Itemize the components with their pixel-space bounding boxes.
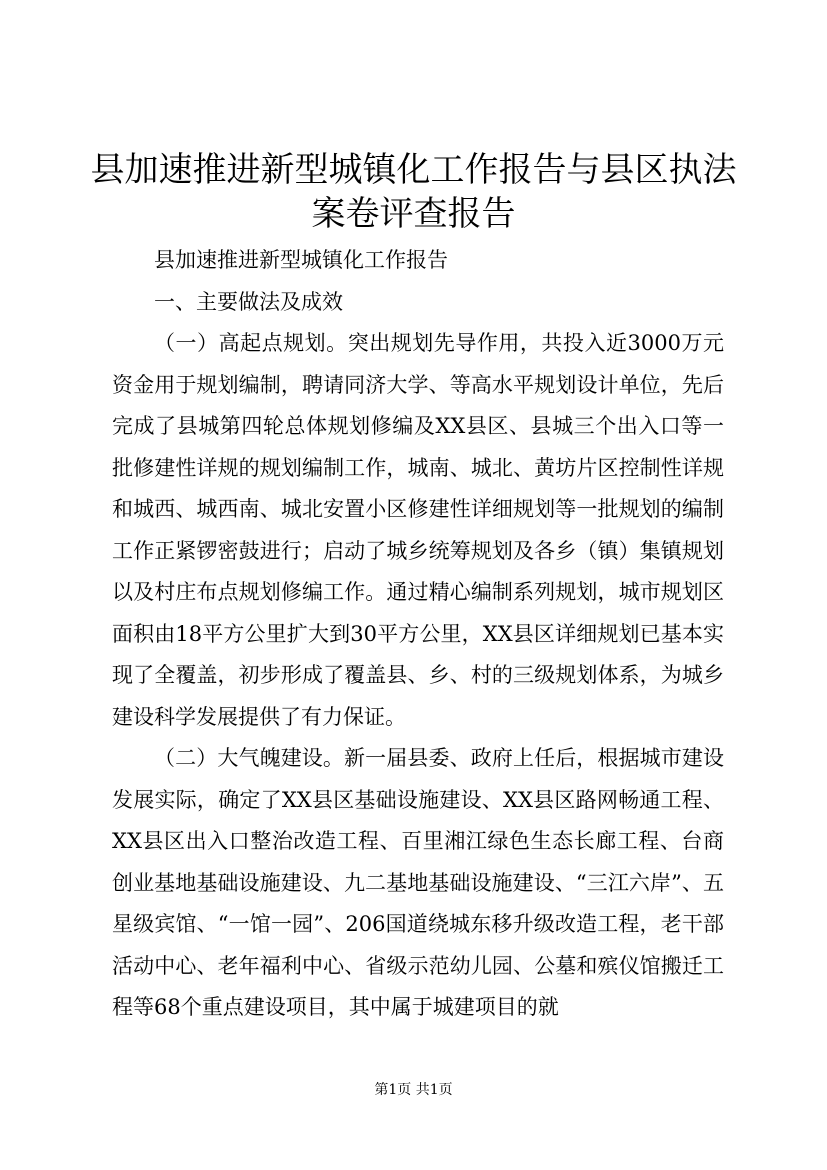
page-footer: 第1页 共1页	[374, 1082, 453, 1098]
body-paragraph: （二）大气魄建设。新一届县委、政府上任后，根据城市建设发展实际，确定了XX县区基础设施建设、XX县区路网畅通工程、XX县区出入口整治改造工程、百里湘江绿色生态长廊工程、台商创业基地基础设施建设、九二基地基础设施建设、“三江六岸”、五星级宾馆、“一馆一园”、206国道绕城东移升级改造工程，老干部活动中心、老年福利中心、省级示范幼儿园、公墓和殡仪馆搬迁工程等68个重点建设项目，其中属于城建项目的就	[112, 746, 724, 1019]
section-heading: 一、主要做法及成效	[154, 289, 343, 314]
document-title: 县加速推进新型城镇化工作报告与县区执法案卷评查报告	[90, 150, 737, 234]
document-body	[112, 240, 724, 1029]
subtitle-paragraph: 县加速推进新型城镇化工作报告	[154, 248, 448, 272]
body-paragraph: （一）高起点规划。突出规划先导作用，共投入近3000万元资金用于规划编制，聘请同济大学、等高水平规划设计单位，先后完成了县城第四轮总体规划修编及XX县区、县城三个出入口等一批修建性详规的规划编制工作，城南、城北、黄坊片区控制性详规和城西、城西南、城北安置小区修建性详细规划等一批规划的编制工作正紧锣密鼓进行；启动了城乡统筹规划及各乡（镇）集镇规划以及村庄布点规划修编工作。通过精心编制系列规划，城市规划区面积由18平方公里扩大到30平方公里，XX县区详细规划已基本实现了全覆盖，初步形成了覆盖县、乡、村的三级规划体系，为城乡建设科学发展提供了有力保证。	[112, 331, 724, 729]
